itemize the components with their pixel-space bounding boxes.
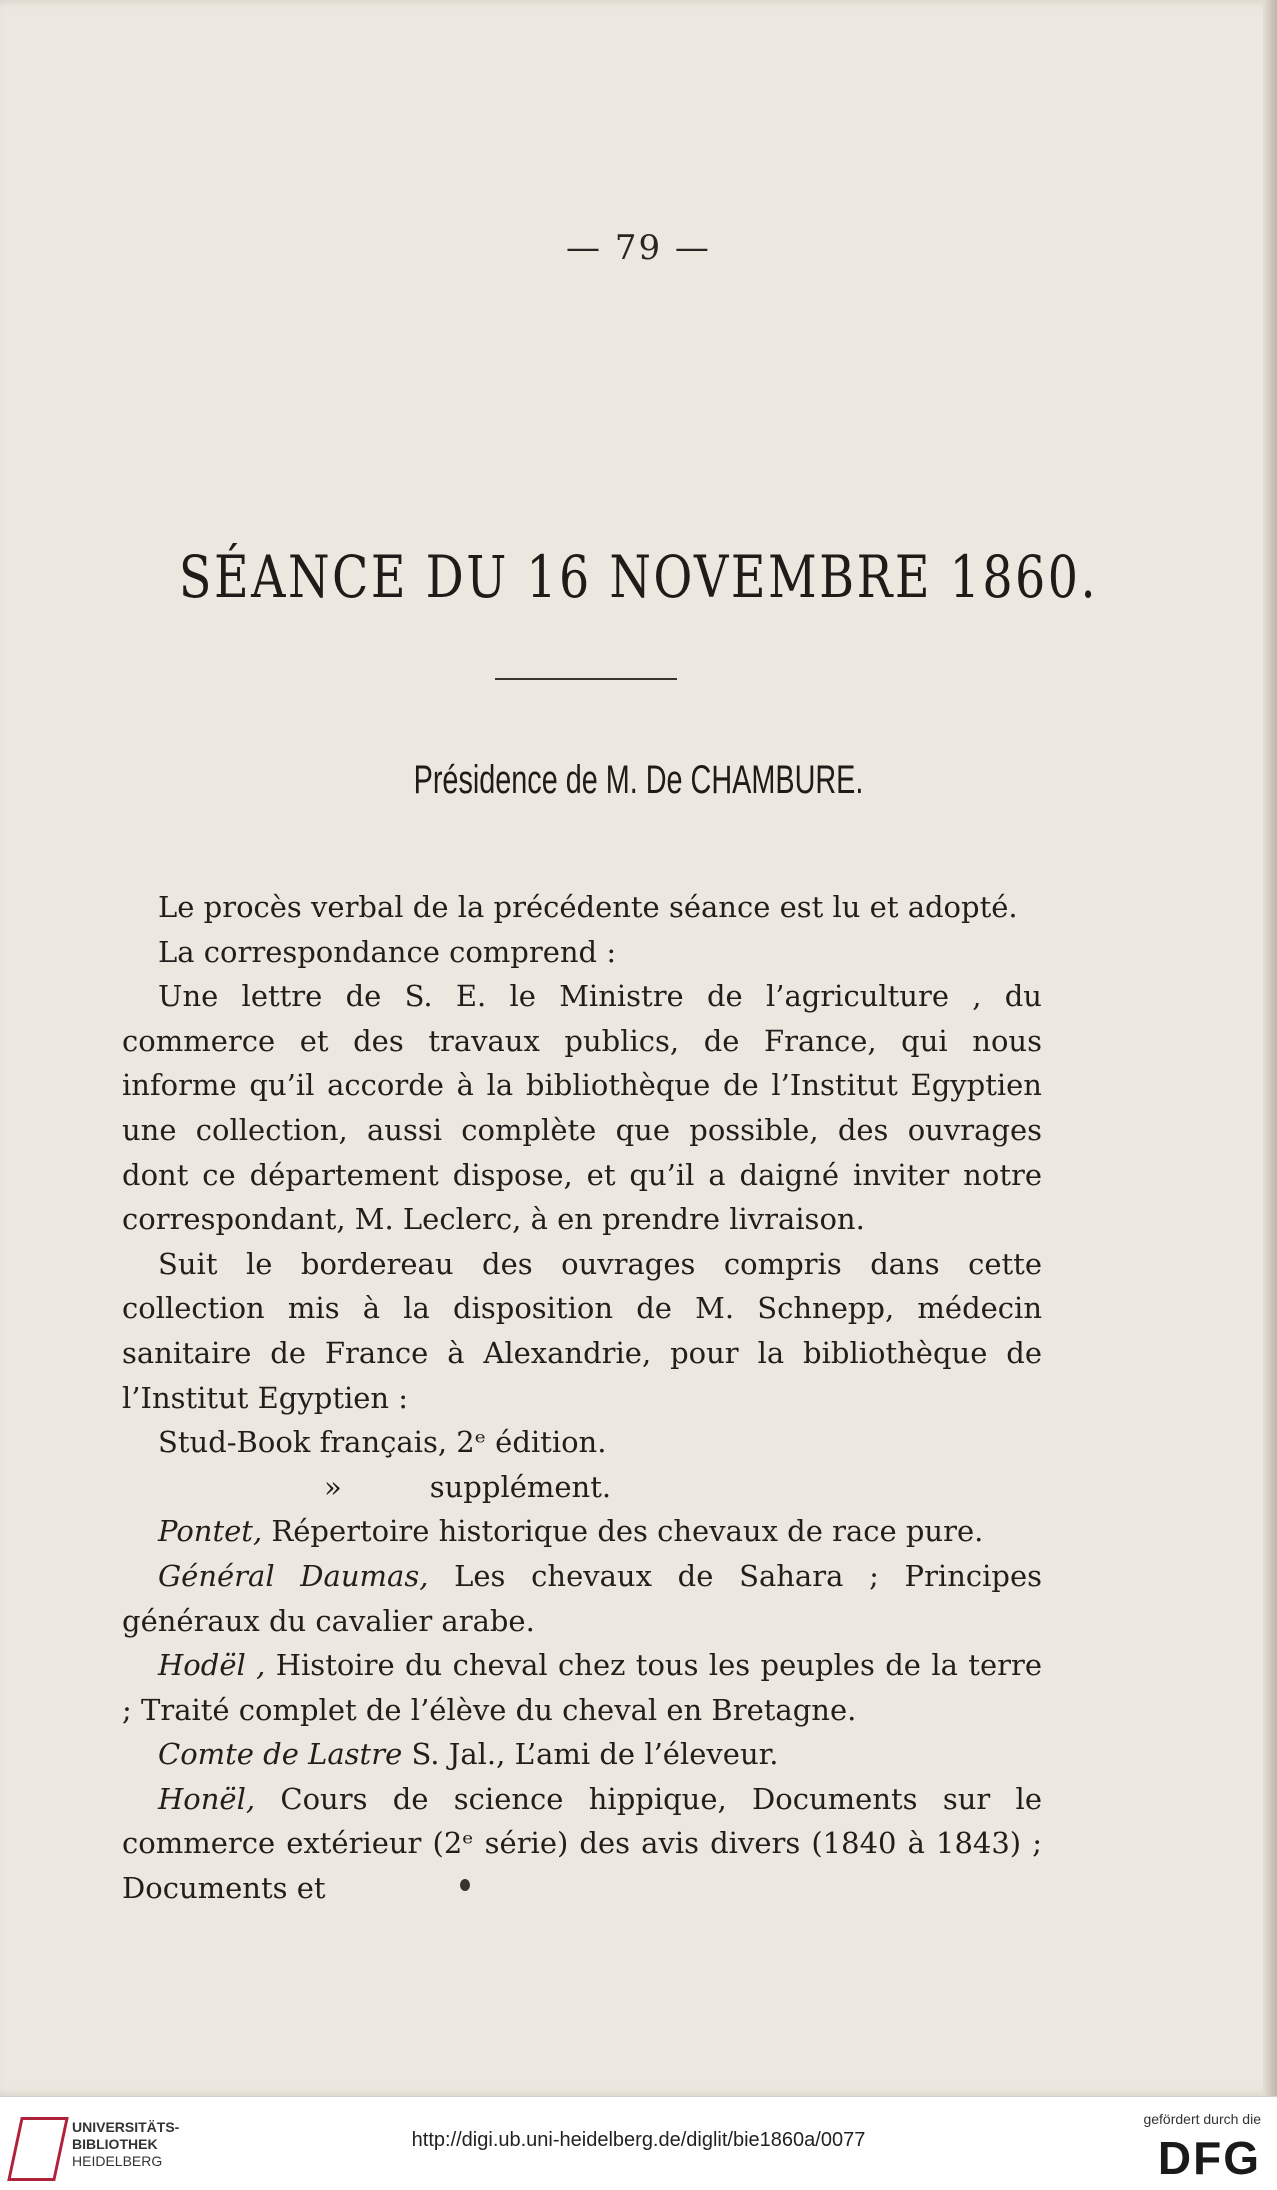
page-title: SÉANCE DU 16 NOVEMBRE 1860. <box>178 543 1099 611</box>
supplement-text: supplément. <box>429 1469 612 1504</box>
list-item <box>122 1643 1042 1732</box>
ink-dot <box>460 1879 470 1891</box>
permalink-url[interactable]: http://digi.ub.uni-heidelberg.de/diglit/bie1860a/0077 <box>411 2129 866 2151</box>
list-item <box>122 1732 1042 1777</box>
entry-text: S. Jal., L’ami de l’éleveur. <box>402 1737 779 1772</box>
entry-author: Pontet, <box>158 1514 263 1549</box>
dfg-logo: DFG <box>1157 2132 1261 2184</box>
entry-author: Honël, <box>158 1781 256 1816</box>
paragraph: Suit le bordereau des ouvrages compris dans cette collection mis à la disposition de M. Schnepp, médecin sanitaire de France à Alexandrie, pour la bibliothèque de l’Institut Egyptien : <box>122 1246 1042 1415</box>
paragraph: Une lettre de S. E. le Ministre de l’agriculture , du commerce et des travaux publics, de France, qui nous informe qu’il accorde à la bibliothèque de l’Institut Egyptien une collection, aussi complète que possible, des ouvrages dont ce département dispose, et qu’il a daigné inviter notre correspondant, M. Leclerc, à en prendre livraison. <box>122 979 1042 1237</box>
list-item <box>122 1554 1042 1643</box>
ditto-mark: » <box>324 1469 342 1504</box>
entry-author: Général Daumas, <box>158 1558 429 1593</box>
entry-text: Les chevaux de Sahara ; Principes généraux du cavalier arabe. <box>122 1558 1043 1638</box>
presidence-heading: Présidence de M. De CHAMBURE. <box>413 758 864 802</box>
list-item <box>122 1509 1042 1554</box>
paragraph: Le procès verbal de la précédente séance est lu et adopté. <box>158 890 1018 924</box>
page-edge-shadow <box>1263 0 1277 2096</box>
paragraph: La correspondance comprend : <box>158 934 617 969</box>
page-number: — 79 — <box>566 228 711 268</box>
library-line: BIBLIOTHEK <box>72 2136 158 2152</box>
paragraph: Stud-Book français, 2ᵉ édition. <box>158 1425 607 1460</box>
funding-note: gefördert durch die <box>1143 2111 1261 2127</box>
supplement-line <box>122 1465 1042 1510</box>
entry-text: Répertoire historique des chevaux de race pure. <box>262 1514 984 1549</box>
footer-bar <box>0 2096 1277 2190</box>
body-text <box>122 885 1042 1911</box>
library-line: UNIVERSITÄTS- <box>72 2119 180 2135</box>
entry-author: Comte de Lastre <box>158 1737 403 1772</box>
library-line: HEIDELBERG <box>72 2153 163 2169</box>
entry-text: Histoire du cheval chez tous les peuples de la terre ; Traité complet de l’élève du cheval en Bretagne. <box>122 1648 1042 1727</box>
title-rule <box>495 678 677 680</box>
list-item <box>122 1777 1042 1911</box>
entry-author: Hodël , <box>158 1648 266 1683</box>
entry-text: Cours de science hippique, Documents sur le commerce extérieur (2ᵉ série) des avis divers (1840 à 1843) ; Documents et <box>122 1781 1042 1906</box>
